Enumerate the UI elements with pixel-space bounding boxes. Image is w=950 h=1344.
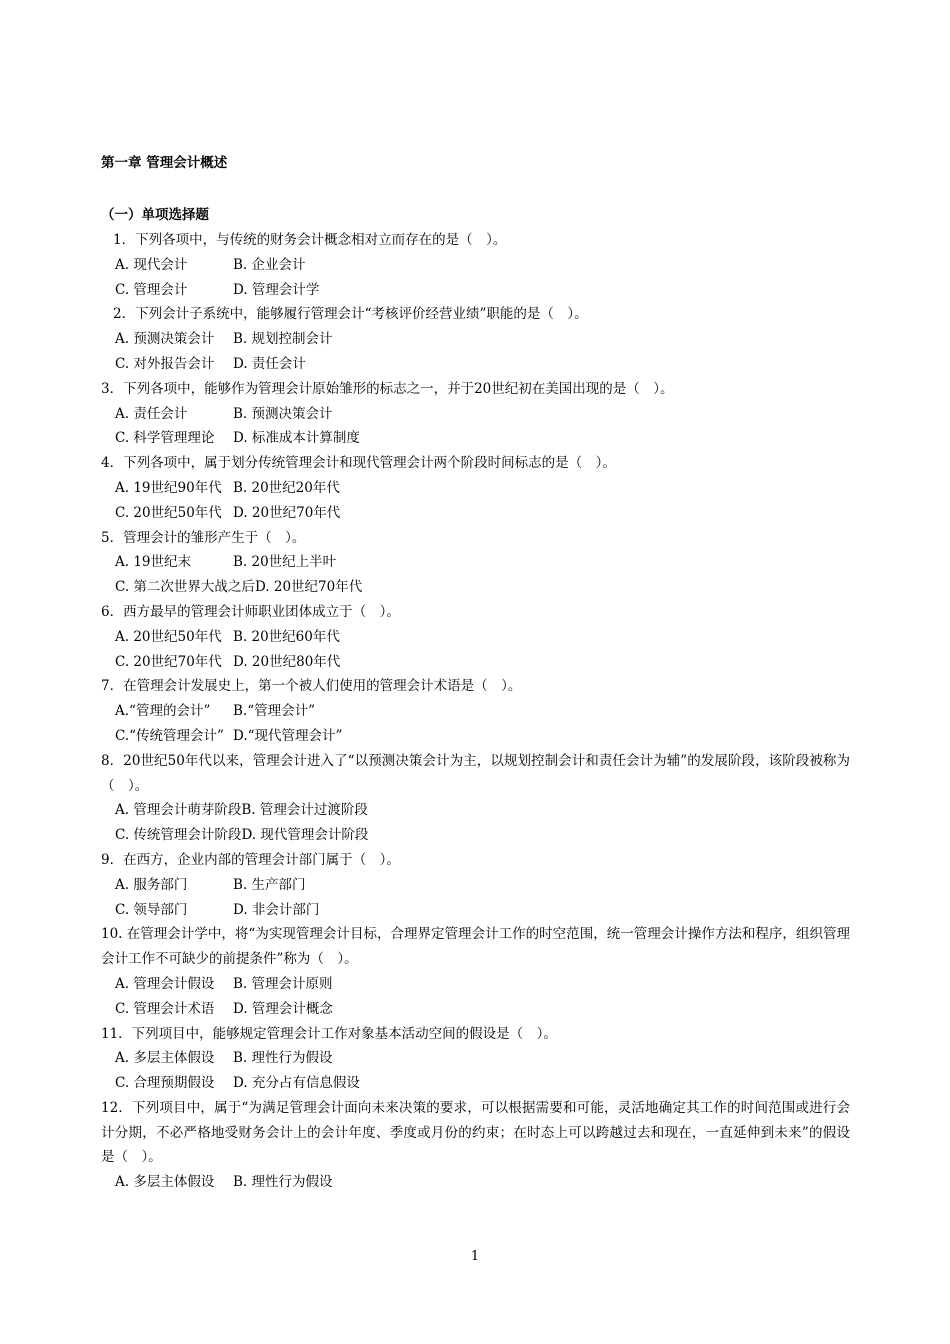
option-row bbox=[101, 699, 850, 724]
answer-option: A. 预测决策会计 bbox=[115, 331, 215, 348]
option-row bbox=[101, 575, 850, 600]
answer-option: B.“管理会计” bbox=[233, 703, 316, 720]
answer-option: C. 对外报告会计 bbox=[115, 355, 215, 372]
question-stem: 6．西方最早的管理会计师职业团体成立于（ ）。 bbox=[101, 603, 400, 620]
answer-option: A. 19世纪末 bbox=[115, 554, 192, 571]
answer-option: C. 管理会计术语 bbox=[115, 1000, 215, 1017]
answer-option: D.“现代管理会计” bbox=[233, 727, 343, 744]
option-row bbox=[101, 873, 850, 898]
option-row bbox=[101, 650, 850, 675]
option-row bbox=[101, 1046, 850, 1071]
option-row bbox=[101, 402, 850, 427]
answer-option: B. 规划控制会计 bbox=[233, 331, 333, 348]
answer-option: B. 管理会计过渡阶段 bbox=[241, 802, 368, 819]
answer-option: A. 20世纪50年代 bbox=[115, 628, 222, 645]
question-stem: 2．下列会计子系统中，能够履行管理会计“考核评价经营业绩”职能的是（ ）。 bbox=[113, 306, 588, 323]
option-row bbox=[101, 798, 850, 823]
answer-option: C. 20世纪50年代 bbox=[115, 504, 222, 521]
answer-option: C. 传统管理会计阶段 bbox=[115, 827, 242, 844]
answer-option: C. 管理会计 bbox=[115, 281, 188, 298]
answer-option: A. 管理会计萌芽阶段 bbox=[115, 802, 242, 819]
option-row bbox=[101, 476, 850, 501]
answer-option: C. 领导部门 bbox=[115, 901, 188, 918]
answer-option: C. 第二次世界大战之后 bbox=[115, 579, 255, 596]
option-row bbox=[101, 501, 850, 526]
answer-option: A. 19世纪90年代 bbox=[115, 479, 222, 496]
answer-option: D. 充分占有信息假设 bbox=[233, 1075, 360, 1092]
question-stem: 5．管理会计的雏形产生于（ ）。 bbox=[101, 529, 306, 546]
answer-option: B. 20世纪20年代 bbox=[233, 479, 340, 496]
answer-option: A. 多层主体假设 bbox=[115, 1174, 215, 1191]
answer-option: A.“管理的会计” bbox=[115, 703, 211, 720]
answer-option: B. 理性行为假设 bbox=[233, 1174, 333, 1191]
question-stem: 3．下列各项中，能够作为管理会计原始雏形的标志之一，并于20世纪初在美国出现的是（ ）。 bbox=[101, 380, 674, 397]
option-row bbox=[101, 823, 850, 848]
option-row bbox=[101, 625, 850, 650]
question-stem: 10. 在管理会计学中，将“为实现管理会计目标，合理界定管理会计工作的时空范围，统一管理会计操作方法和程序，组织管理会计工作不可缺少的前提条件”称为（ ）。 bbox=[101, 926, 850, 968]
answer-option: D. 标准成本计算制度 bbox=[233, 430, 360, 447]
answer-option: D. 责任会计 bbox=[233, 355, 306, 372]
section-title: （一）单项选择题 bbox=[101, 207, 209, 223]
answer-option: B. 理性行为假设 bbox=[233, 1050, 333, 1067]
answer-option: B. 管理会计原则 bbox=[233, 975, 333, 992]
option-row bbox=[101, 278, 850, 303]
option-row bbox=[101, 724, 850, 749]
option-row bbox=[101, 550, 850, 575]
answer-option: B. 20世纪60年代 bbox=[233, 628, 340, 645]
answer-option: A. 责任会计 bbox=[115, 405, 188, 422]
answer-option: B. 企业会计 bbox=[233, 256, 306, 273]
option-row bbox=[101, 997, 850, 1022]
answer-option: C. 科学管理理论 bbox=[115, 430, 215, 447]
option-row bbox=[101, 352, 850, 377]
option-row bbox=[101, 253, 850, 278]
question-stem: 12．下列项目中，属于“为满足管理会计面向未来决策的要求，可以根据需要和可能，灵活地确定其工作的时间范围或进行会计分期，不必严格地受财务会计上的会计年度、季度或月份的约束；在时态上可以跨越过去和现在，一直延伸到未来”的假设是（ ）。 bbox=[101, 1099, 850, 1166]
question-stem: 8．20世纪50年代以来，管理会计进入了“以预测决策会计为主，以规划控制会计和责任会计为辅”的发展阶段，该阶段被称为（ ）。 bbox=[101, 752, 850, 794]
answer-option: C.“传统管理会计” bbox=[115, 727, 224, 744]
question-stem: 11．下列项目中，能够规定管理会计工作对象基本活动空间的假设是（ ）。 bbox=[101, 1025, 557, 1042]
question-stem: 1．下列各项中，与传统的财务会计概念相对立而存在的是（ ）。 bbox=[113, 232, 507, 248]
question-stem: 9．在西方，企业内部的管理会计部门属于（ ）。 bbox=[101, 851, 400, 868]
answer-option: D. 管理会计概念 bbox=[233, 1000, 333, 1017]
option-row bbox=[101, 1170, 850, 1195]
answer-option: A. 管理会计假设 bbox=[115, 975, 215, 992]
answer-option: A. 多层主体假设 bbox=[115, 1050, 215, 1067]
answer-option: D. 现代管理会计阶段 bbox=[241, 827, 369, 844]
answer-option: D. 20世纪70年代 bbox=[254, 579, 363, 596]
answer-option: D. 非会计部门 bbox=[233, 901, 320, 918]
option-row bbox=[101, 972, 850, 997]
answer-option: B. 预测决策会计 bbox=[233, 405, 333, 422]
answer-option: B. 生产部门 bbox=[233, 876, 306, 893]
question-stem: 7．在管理会计发展史上，第一个被人们使用的管理会计术语是（ ）。 bbox=[101, 678, 522, 695]
question-list bbox=[101, 228, 850, 1195]
answer-option: D. 管理会计学 bbox=[233, 281, 320, 298]
answer-option: C. 20世纪70年代 bbox=[115, 653, 222, 670]
question-stem: 4．下列各项中，属于划分传统管理会计和现代管理会计两个阶段时间标志的是（ ）。 bbox=[101, 455, 616, 472]
option-row bbox=[101, 898, 850, 923]
answer-option: B. 20世纪上半叶 bbox=[233, 554, 337, 571]
option-row bbox=[101, 1071, 850, 1096]
answer-option: C. 合理预期假设 bbox=[115, 1075, 215, 1092]
answer-option: A. 服务部门 bbox=[115, 876, 188, 893]
option-row bbox=[101, 426, 850, 451]
answer-option: D. 20世纪70年代 bbox=[233, 504, 341, 521]
answer-option: A. 现代会计 bbox=[115, 256, 188, 273]
chapter-title: 第一章 管理会计概述 bbox=[101, 155, 228, 171]
option-row bbox=[101, 327, 850, 352]
page-number: 1 bbox=[470, 1249, 480, 1264]
answer-option: D. 20世纪80年代 bbox=[233, 653, 341, 670]
